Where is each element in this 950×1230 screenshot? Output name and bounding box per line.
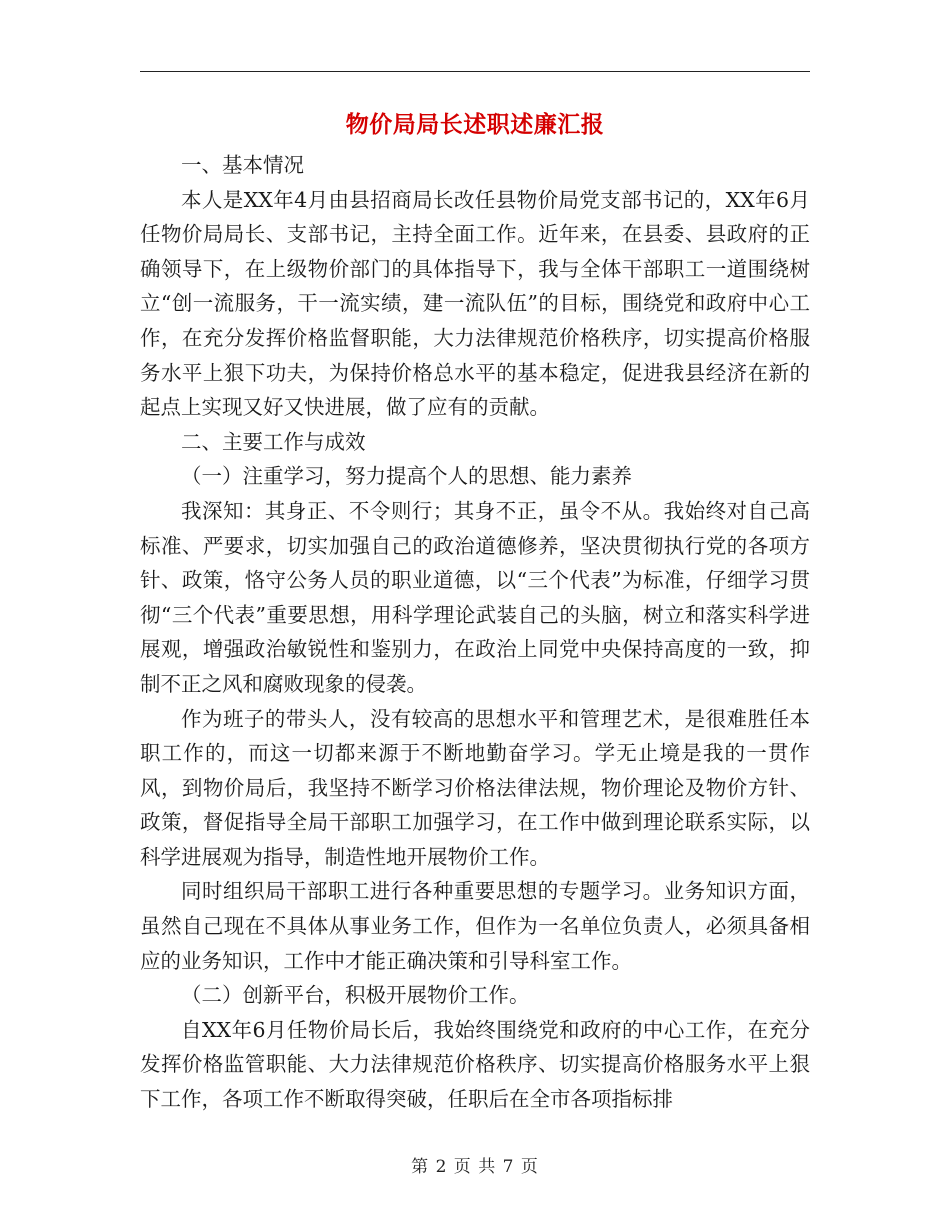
page-number-footer: 第 2 页 共 7 页 — [411, 1157, 539, 1177]
paragraph-study-2: 作为班子的带头人，没有较高的思想水平和管理艺术，是很难胜任本职工作的，而这一切都来源于不断地勤奋学习。学无止境是我的一贯作风，到物价局后，我坚持不断学习价格法律法规，物价理论及物价方针、政策，督促指导全局干部职工加强学习，在工作中做到理论联系实际，以科学进展观为指导，制造性地开展物价工作。 — [140, 706, 810, 869]
section-heading-main-work: 二、主要工作与成效 — [181, 429, 366, 454]
document-title: 物价局局长述职述廉汇报 — [345, 111, 605, 138]
document-body — [140, 148, 810, 1117]
paragraph-basic-info: 本人是XX年4月由县招商局长改任县物价局党支部书记的，XX年6月任物价局局长、支部书记，主持全面工作。近年来，在县委、县政府的正确领导下，在上级物价部门的具体指导下，我与全体干部职工一道围绕树立“创一流服务，干一流实绩，建一流队伍”的目标，围绕党和政府中心工作，在充分发挥价格监督职能，大力法律规范价格秩序，切实提高价格服务水平上狠下功夫，为保持价格总水平的基本稳定，促进我县经济在新的起点上实现又好又快进展，做了应有的贡献。 — [140, 187, 810, 420]
paragraph-innovation-1: 自XX年6月任物价局长后，我始终围绕党和政府的中心工作，在充分发挥价格监管职能、大力法律规范价格秩序、切实提高价格服务水平上狠下工作，各项工作不断取得突破，任职后在全市各项指标排 — [140, 1017, 810, 1112]
subheading-innovation: （二）创新平台，积极开展物价工作。 — [181, 983, 530, 1008]
subheading-study: （一）注重学习，努力提高个人的思想、能力素养 — [181, 464, 632, 489]
paragraph-study-1: 我深知：其身正、不令则行；其身不正，虽令不从。我始终对自己高标准、严要求，切实加强自己的政治道德修养，坚决贯彻执行党的各项方针、政策，恪守公务人员的职业道德，以“三个代表”为标准，仔细学习贯彻“三个代表”重要思想，用科学理论武装自己的头脑，树立和落实科学进展观，增强政治敏锐性和鉴别力，在政治上同党中央保持高度的一致，抑制不正之风和腐败现象的侵袭。 — [140, 498, 810, 696]
paragraph-study-3: 同时组织局干部职工进行各种重要思想的专题学习。业务知识方面，虽然自己现在不具体从事业务工作，但作为一名单位负责人，必须具备相应的业务知识，工作中才能正确决策和引导科室工作。 — [140, 879, 810, 973]
section-heading-basic-info: 一、基本情况 — [181, 153, 304, 177]
header-rule — [140, 71, 810, 72]
